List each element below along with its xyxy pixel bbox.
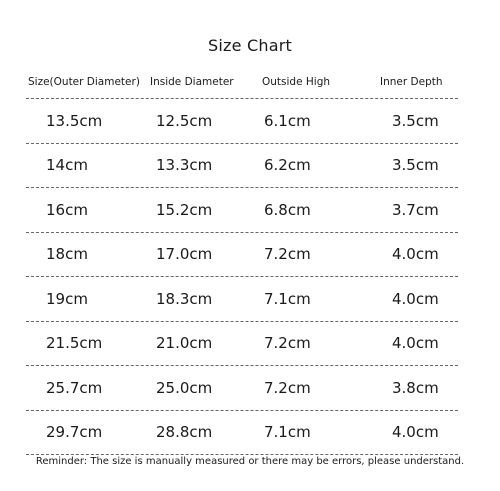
cell-inner-depth: 4.0cm xyxy=(392,423,439,442)
cell-inside-diameter: 15.2cm xyxy=(156,200,213,219)
page-title: Size Chart xyxy=(208,36,292,55)
table-row xyxy=(26,144,458,189)
cell-outer-diameter: 14cm xyxy=(46,156,88,175)
header-inside-diameter: Inside Diameter xyxy=(150,76,234,88)
cell-inner-depth: 3.7cm xyxy=(392,200,439,219)
header-outer-diameter: Size(Outer Diameter) xyxy=(28,76,140,88)
cell-outside-high: 6.2cm xyxy=(264,156,311,175)
header-outside-high: Outside High xyxy=(262,76,331,88)
table-header-row xyxy=(26,66,458,99)
cell-outer-diameter: 16cm xyxy=(46,200,88,219)
size-table xyxy=(26,66,458,455)
reminder-note: Reminder: The size is manually measured or there may be errors, please understand. xyxy=(35,456,465,467)
cell-inner-depth: 3.8cm xyxy=(392,378,439,397)
cell-outer-diameter: 25.7cm xyxy=(46,378,103,397)
cell-outer-diameter: 21.5cm xyxy=(46,334,103,353)
cell-inside-diameter: 13.3cm xyxy=(156,156,213,175)
cell-inside-diameter: 17.0cm xyxy=(156,245,213,264)
cell-outer-diameter: 29.7cm xyxy=(46,423,103,442)
cell-outside-high: 7.2cm xyxy=(264,245,311,264)
cell-inner-depth: 4.0cm xyxy=(392,289,439,308)
cell-inside-diameter: 18.3cm xyxy=(156,289,213,308)
header-inner-depth: Inner Depth xyxy=(380,76,443,88)
cell-outside-high: 7.1cm xyxy=(264,289,311,308)
cell-outside-high: 7.1cm xyxy=(264,423,311,442)
table-row xyxy=(26,233,458,278)
cell-inner-depth: 3.5cm xyxy=(392,156,439,175)
cell-inside-diameter: 12.5cm xyxy=(156,111,213,130)
table-row xyxy=(26,277,458,322)
cell-outer-diameter: 13.5cm xyxy=(46,111,103,130)
cell-inner-depth: 4.0cm xyxy=(392,334,439,353)
table-row xyxy=(26,411,458,456)
cell-outer-diameter: 18cm xyxy=(46,245,88,264)
table-row xyxy=(26,322,458,367)
cell-inside-diameter: 25.0cm xyxy=(156,378,213,397)
cell-outside-high: 7.2cm xyxy=(264,334,311,353)
table-row xyxy=(26,366,458,411)
table-row xyxy=(26,99,458,144)
cell-outside-high: 6.1cm xyxy=(264,111,311,130)
cell-outside-high: 7.2cm xyxy=(264,378,311,397)
cell-inside-diameter: 21.0cm xyxy=(156,334,213,353)
cell-inside-diameter: 28.8cm xyxy=(156,423,213,442)
cell-inner-depth: 3.5cm xyxy=(392,111,439,130)
cell-outside-high: 6.8cm xyxy=(264,200,311,219)
cell-outer-diameter: 19cm xyxy=(46,289,88,308)
table-row xyxy=(26,188,458,233)
cell-inner-depth: 4.0cm xyxy=(392,245,439,264)
